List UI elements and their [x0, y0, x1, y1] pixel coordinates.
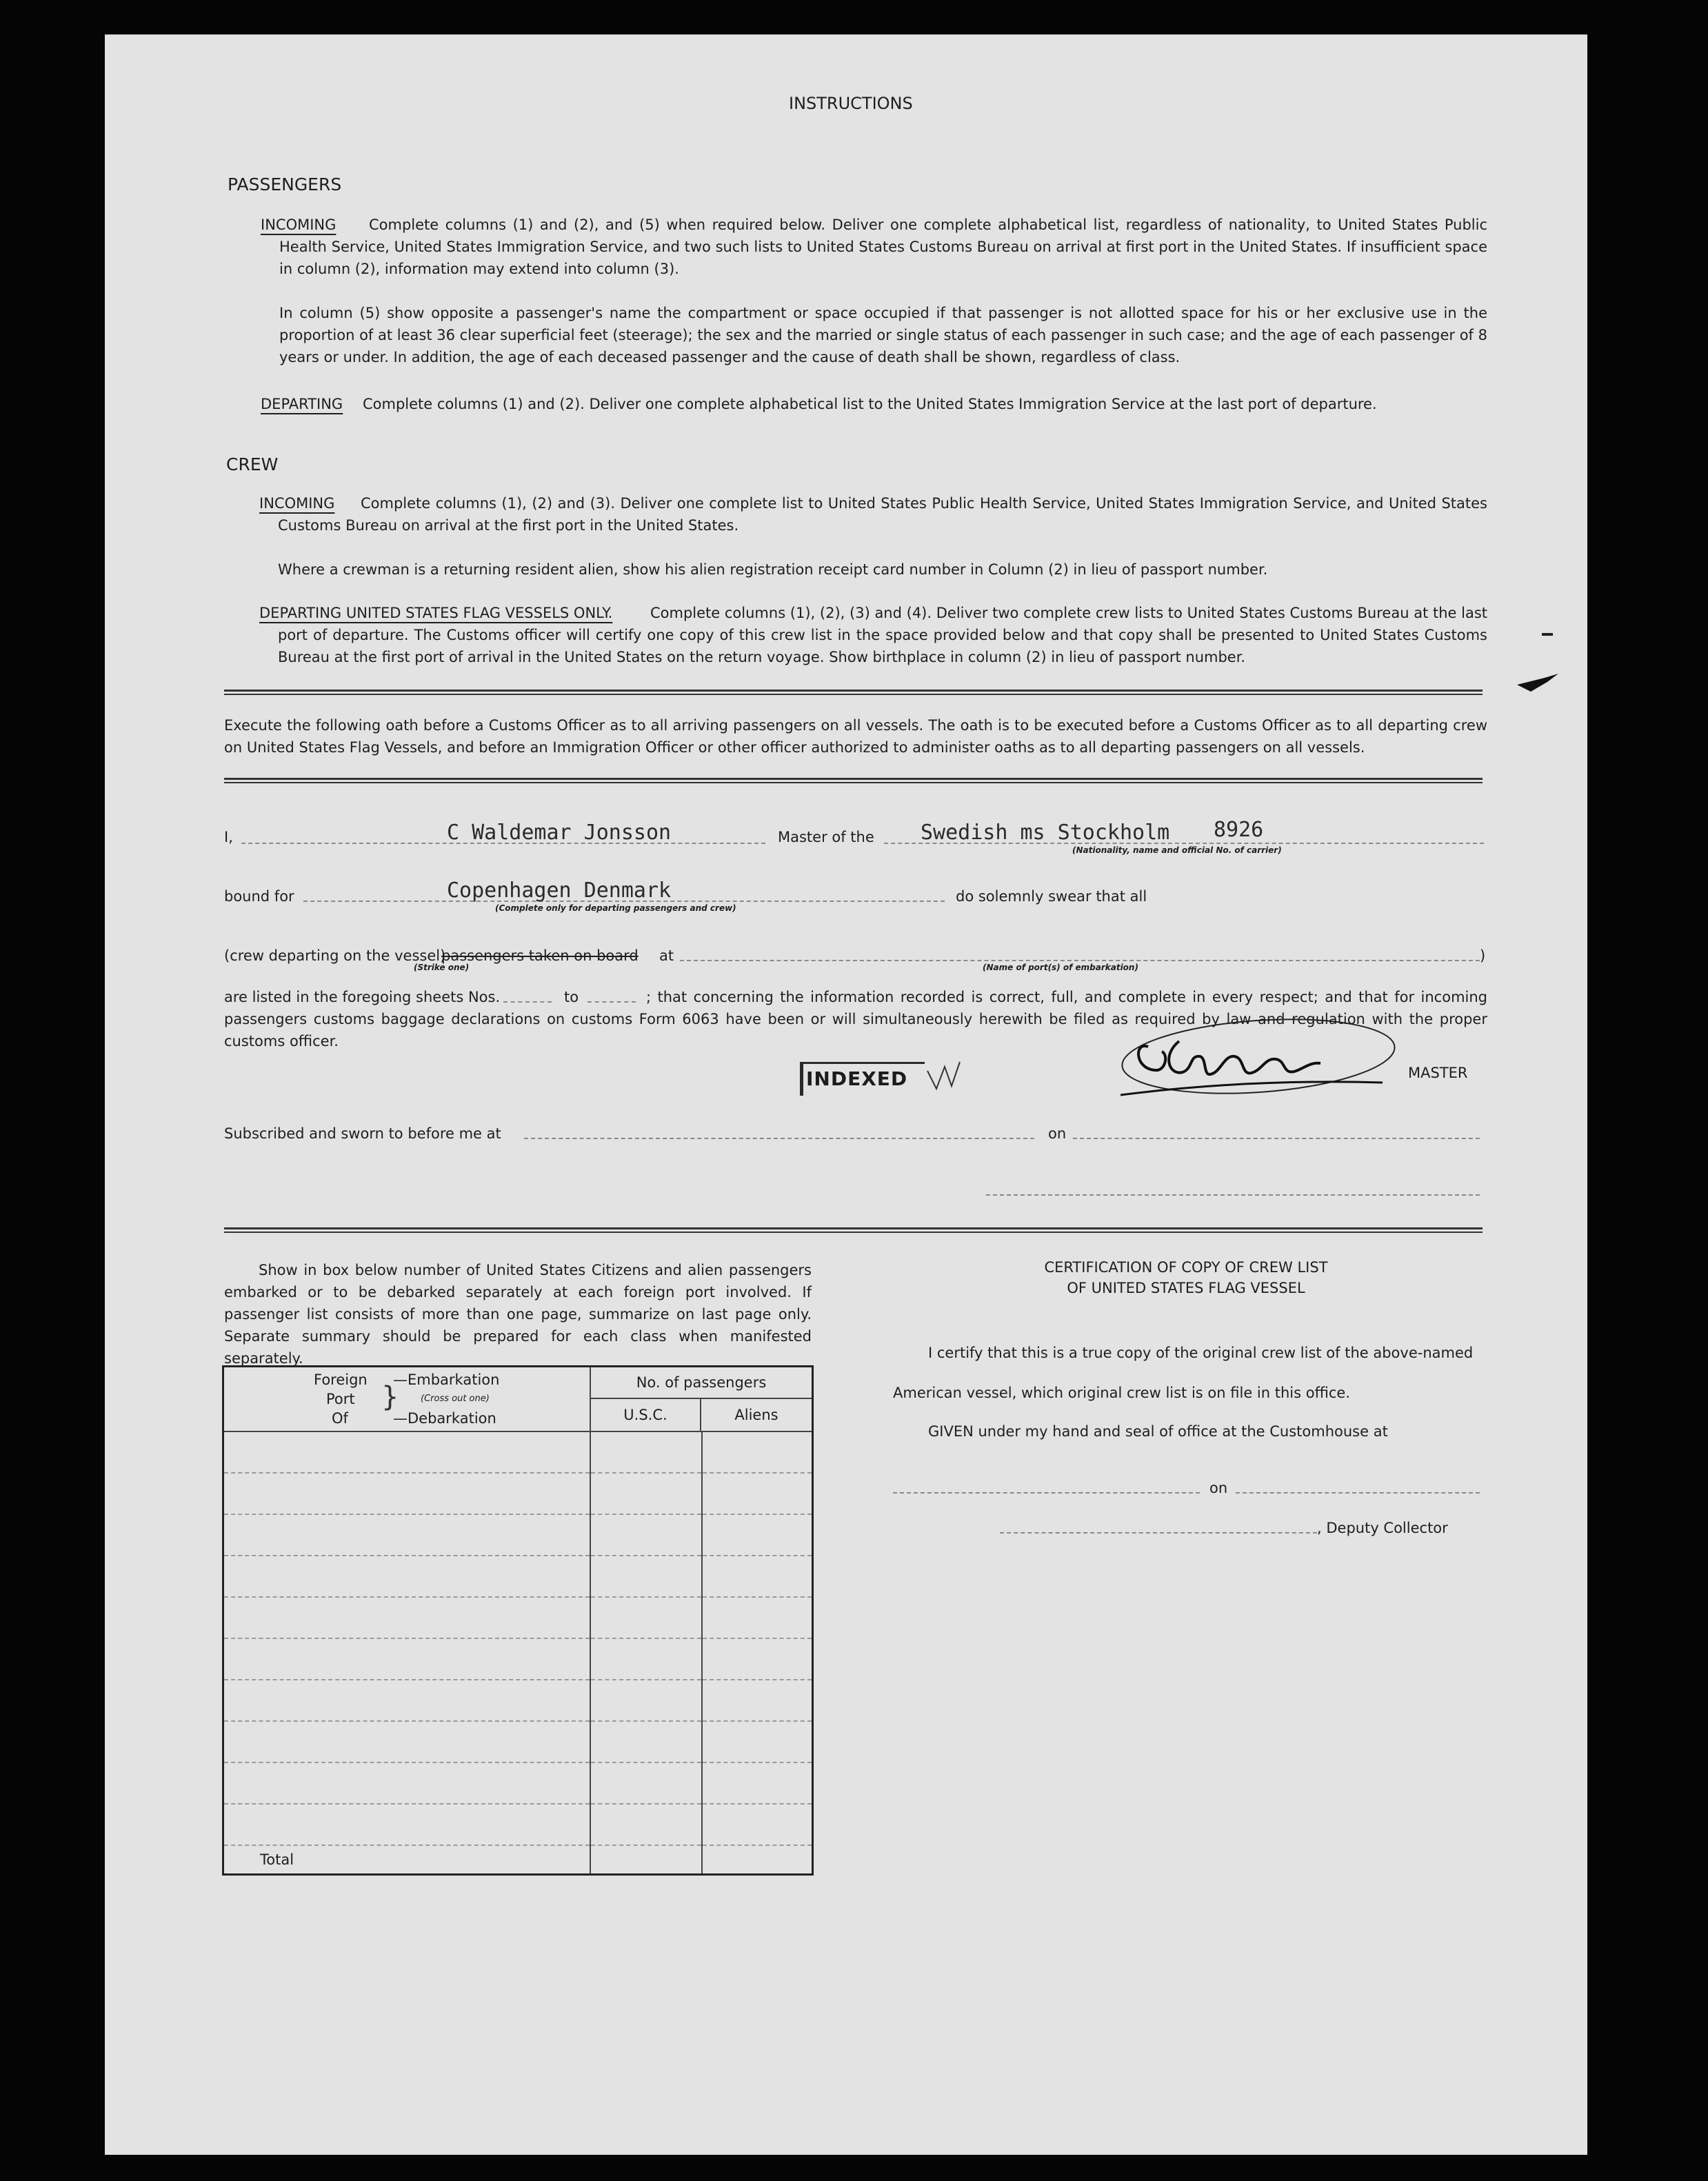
crew-departing-option: (crew departing on the vessel) [224, 947, 446, 964]
summary-instruction: Show in box below number of United States Citizens and alien passengers embarked or to be debarked separately at each foreign port involved. If passenger list consists of more than one page, summarize on last page only. Separate summary should be prepared for each class when manifested separately. [224, 1262, 812, 1367]
passengers-incoming-label: INCOMING [261, 217, 336, 233]
indexed-stamp: INDEXED [800, 1062, 925, 1096]
struck-passengers-option: passengers taken on board [441, 947, 639, 964]
given-text: GIVEN under my hand and seal of office at the Customhouse at [928, 1423, 1388, 1440]
ports-line [680, 960, 1480, 961]
destination-caption: (Complete only for departing passengers and crew) [495, 903, 736, 913]
certify-line1: I certify that this is a true copy of the original crew list of the above-named [928, 1345, 1474, 1361]
table-row [223, 1431, 813, 1473]
subscribed-date-line [1073, 1138, 1480, 1139]
passengers-count-header [590, 1367, 813, 1432]
debarkation-option: —Debarkation [393, 1410, 496, 1427]
sheets-label: are listed in the foregoing sheets Nos. [224, 989, 501, 1005]
crew-departing-text: Complete columns (1), (2), (3) and (4). Deliver two complete crew lists to United States Customs Bureau at the last port of departure. The Customs officer will certify one copy of this crew list in the space provided below and that copy shall be presented to United States Customs Bureau at the first port of arrival in the United States on the return voyage. Show birthplace in column (2) in lieu of passport number. [278, 605, 1487, 665]
deputy-collector-label: , Deputy Collector [1317, 1520, 1448, 1536]
page-title: INSTRUCTIONS [789, 94, 913, 113]
table-row [223, 1597, 813, 1638]
table-row [223, 1638, 813, 1680]
table-row [223, 1556, 813, 1597]
total-label: Total [223, 1845, 591, 1875]
customhouse-line [893, 1492, 1200, 1494]
divider [224, 1227, 1483, 1233]
crew-departing-label: DEPARTING UNITED STATES FLAG VESSELS ONLY. [259, 605, 613, 621]
subscribed-on-label: on [1048, 1125, 1067, 1142]
bound-label: bound for [224, 888, 294, 905]
passenger-summary-table [222, 1365, 814, 1876]
oath-instruction: Execute the following oath before a Customs Officer as to all arriving passengers on all vessels. The oath is to be executed before a Customs Officer as to all departing crew on United States Flag Vessels, and before an Immigration Officer or other officer authorized to administer oaths as to all departing passengers on all vessels. [224, 717, 1487, 756]
total-row [223, 1845, 813, 1875]
close-paren: ) [1480, 947, 1486, 964]
column5-text: In column (5) show opposite a passenger's name the compartment or space occupied if that passenger is not allotted space for his or her exclusive use in the proportion of at least 36 clear superficial feet (steerage); the sex and the married or single status of each passenger in such case; and the age of each passenger of 8 years or under. In addition, the age of each deceased passenger and the cause of death shall be shown, regardless of class. [279, 305, 1487, 365]
cross-out-caption: (Cross out one) [421, 1394, 490, 1404]
crew-heading: CREW [226, 454, 279, 474]
crew-resident-text: Where a crewman is a returning resident alien, show his alien registration receipt card number in Column (2) in lieu of passport number. [278, 561, 1268, 578]
destination: Copenhagen Denmark [447, 878, 672, 903]
table-row [223, 1721, 813, 1762]
passengers-heading: PASSENGERS [228, 174, 342, 194]
table-row [223, 1473, 813, 1514]
of-label: Of [332, 1410, 348, 1427]
passengers-header: No. of passengers [591, 1367, 812, 1399]
subscribed-place-line [524, 1138, 1034, 1139]
deputy-collector-line [1000, 1532, 1317, 1534]
usc-header: U.S.C. [591, 1399, 701, 1431]
master-signature [1114, 1014, 1403, 1110]
divider [224, 690, 1483, 695]
table-row [223, 1514, 813, 1556]
officer-signature-line [986, 1194, 1480, 1196]
vessel-number: 8926 [1214, 818, 1264, 842]
table-row [223, 1680, 813, 1721]
passengers-incoming-text: Complete columns (1) and (2), and (5) when required below. Deliver one complete alphabetical list, regardless of nationality, to United States Public Health Service, United States Immigration Service, and two such lists to United States Customs Bureau on arrival at first port in the United States. If insufficient space in column (2), information may extend into column (3). [279, 217, 1487, 277]
scan-mark [1542, 633, 1553, 636]
certification-date-line [1236, 1492, 1480, 1494]
table-row [223, 1804, 813, 1845]
crew-incoming-text: Complete columns (1), (2) and (3). Deliver one complete list to United States Public Health Service, United States Immigration Service, and United States Customs Bureau on arrival at the first port in the United States. [278, 495, 1487, 534]
embarkation-option: —Embarkation [393, 1371, 500, 1388]
passengers-departing-label: DEPARTING [261, 396, 343, 412]
foreign-port-header: Foreign Port Of } —Embarkation (Cross out one) —Debarkation [223, 1367, 591, 1432]
master-of-label: Master of the [778, 829, 874, 845]
divider [224, 778, 1483, 783]
certification-title-line2: OF UNITED STATES FLAG VESSEL [1067, 1280, 1305, 1296]
vessel-name: Swedish ms Stockholm [921, 821, 1170, 845]
strike-caption: (Strike one) [414, 963, 470, 972]
certify-line2: American vessel, which original crew list is on file in this office. [893, 1385, 1351, 1401]
certification-title-line1: CERTIFICATION OF COPY OF CREW LIST [1044, 1259, 1328, 1276]
subscribed-label: Subscribed and sworn to before me at [224, 1125, 501, 1142]
foreign-label: Foreign [314, 1371, 368, 1388]
passengers-departing-text: Complete columns (1) and (2). Deliver one complete alphabetical list to the United States Immigration Service at the last port of departure. [363, 396, 1377, 412]
crew-incoming-label: INCOMING [259, 495, 335, 512]
certification-on-label: on [1209, 1480, 1228, 1496]
initial-mark [924, 1058, 965, 1093]
at-label: at [659, 947, 674, 964]
vessel-caption: (Nationality, name and official No. of carrier) [1072, 845, 1282, 855]
master-name: C Waldemar Jonsson [447, 821, 672, 845]
ports-caption: (Name of port(s) of embarkation) [983, 963, 1138, 972]
swear-label: do solemnly swear that all [956, 888, 1147, 905]
aliens-header: Aliens [734, 1407, 778, 1423]
oath-i-label: I, [224, 829, 233, 845]
certify-text: ; that concerning the information recorded is correct, full, and complete in every respect; and that for incoming passengers customs baggage declarations on customs Form 6063 have been or will simultaneously herewith be filed as required by law and regulation with the proper customs officer. [224, 989, 1487, 1049]
master-label: MASTER [1408, 1065, 1468, 1081]
to-label: to [564, 989, 579, 1005]
scan-mark [1517, 672, 1558, 693]
port-label: Port [326, 1391, 355, 1407]
table-row [223, 1762, 813, 1804]
